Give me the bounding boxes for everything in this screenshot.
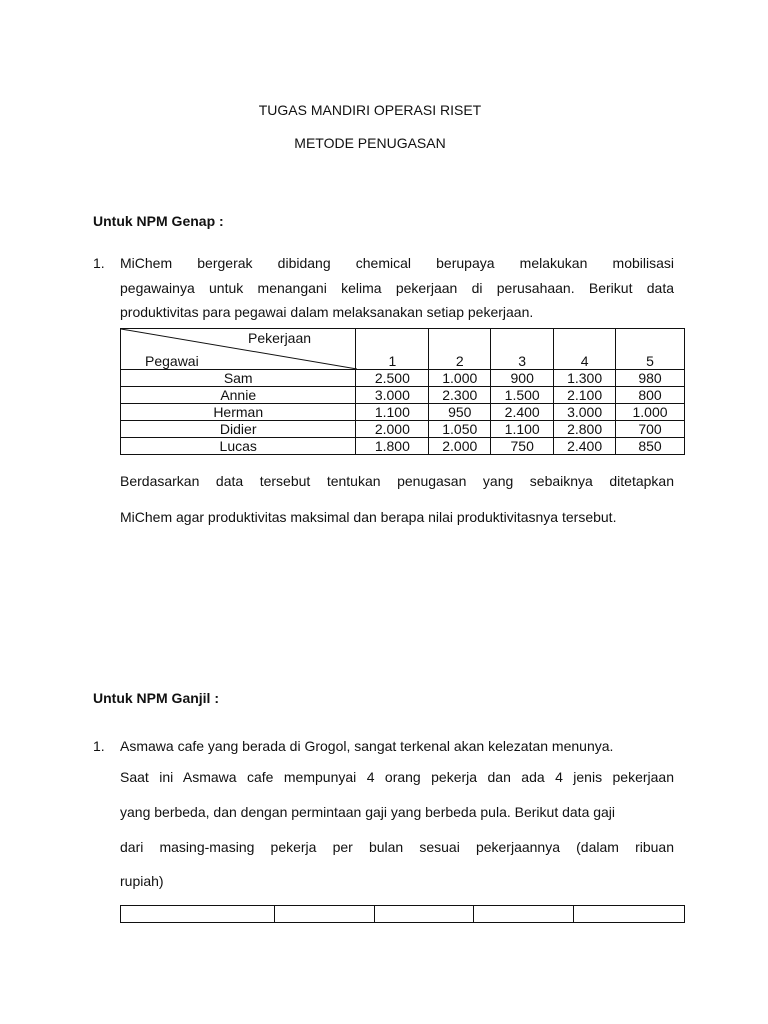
table-cell: 2.000 bbox=[356, 421, 429, 438]
table-cell: 2.800 bbox=[554, 421, 616, 438]
document-subtitle: METODE PENUGASAN bbox=[294, 135, 446, 151]
table-cell: 1.050 bbox=[429, 421, 491, 438]
table-cell: 750 bbox=[491, 438, 554, 455]
paragraph-line: dari masing-masing pekerja per bulan sesuai pekerjaannya (dalam ribuan bbox=[120, 839, 674, 855]
table-row bbox=[121, 438, 685, 455]
paragraph-line: Saat ini Asmawa cafe mempunyai 4 orang pekerja dan ada 4 jenis pekerjaan bbox=[120, 769, 674, 785]
paragraph-line: pegawainya untuk menangani kelima pekerjaan di perusahaan. Berikut data bbox=[120, 280, 674, 296]
table-cell: 1.000 bbox=[616, 404, 685, 421]
employee-name: Sam bbox=[121, 370, 356, 387]
column-header: 5 bbox=[616, 329, 685, 370]
employee-name: Herman bbox=[121, 404, 356, 421]
table-cell: 1.800 bbox=[356, 438, 429, 455]
question-number-genap: 1. bbox=[93, 255, 105, 271]
table-cell bbox=[474, 906, 574, 923]
column-header: 2 bbox=[429, 329, 491, 370]
employee-name: Annie bbox=[121, 387, 356, 404]
column-header: 1 bbox=[356, 329, 429, 370]
paragraph-line: Berdasarkan data tersebut tentukan penugasan yang sebaiknya ditetapkan bbox=[120, 473, 674, 489]
table-row bbox=[121, 387, 685, 404]
column-header: 3 bbox=[491, 329, 554, 370]
table-header-row bbox=[121, 906, 685, 923]
table-row bbox=[121, 404, 685, 421]
table-cell bbox=[574, 906, 685, 923]
table-row bbox=[121, 421, 685, 438]
table-cell: 3.000 bbox=[356, 387, 429, 404]
paragraph-line: yang berbeda, dan dengan permintaan gaji yang berbeda pula. Berikut data gaji bbox=[120, 804, 616, 820]
productivity-table bbox=[120, 328, 685, 455]
table-cell: 1.100 bbox=[356, 404, 429, 421]
question-number-ganjil: 1. bbox=[93, 738, 105, 754]
paragraph-line: produktivitas para pegawai dalam melaksanakan setiap pekerjaan. bbox=[120, 304, 534, 320]
table-cell: 1.500 bbox=[491, 387, 554, 404]
table-cell bbox=[274, 906, 374, 923]
table-cell: 1.300 bbox=[554, 370, 616, 387]
paragraph-line: Asmawa cafe yang berada di Grogol, sangat terkenal akan kelezatan menunya. bbox=[120, 738, 614, 754]
table-row bbox=[121, 370, 685, 387]
document-title: TUGAS MANDIRI OPERASI RISET bbox=[258, 102, 482, 118]
table-cell: 1.000 bbox=[429, 370, 491, 387]
table-cell: 3.000 bbox=[554, 404, 616, 421]
table-cell: 950 bbox=[429, 404, 491, 421]
table-cell: 800 bbox=[616, 387, 685, 404]
section-heading-ganjil: Untuk NPM Ganjil : bbox=[93, 690, 219, 706]
table-cell bbox=[374, 906, 474, 923]
table-cell: 980 bbox=[616, 370, 685, 387]
paragraph-line: rupiah) bbox=[120, 873, 164, 889]
table-cell: 2.100 bbox=[554, 387, 616, 404]
paragraph-line: MiChem agar produktivitas maksimal dan berapa nilai produktivitasnya tersebut. bbox=[120, 509, 617, 525]
header-corner-cell bbox=[121, 329, 356, 370]
table-cell: 700 bbox=[616, 421, 685, 438]
section-heading-genap: Untuk NPM Genap : bbox=[93, 213, 224, 229]
row-header-label: Pegawai bbox=[145, 353, 199, 369]
employee-name: Didier bbox=[121, 421, 356, 438]
salary-table bbox=[120, 905, 685, 923]
employee-name: Lucas bbox=[121, 438, 356, 455]
table-cell: 1.100 bbox=[491, 421, 554, 438]
table-cell: 2.000 bbox=[429, 438, 491, 455]
paragraph-line: MiChem bergerak dibidang chemical berupaya melakukan mobilisasi bbox=[120, 255, 674, 271]
table-cell: 2.400 bbox=[554, 438, 616, 455]
table-cell: 2.500 bbox=[356, 370, 429, 387]
table-cell: 2.400 bbox=[491, 404, 554, 421]
table-cell: 900 bbox=[491, 370, 554, 387]
table-cell bbox=[121, 906, 275, 923]
table-header-row bbox=[121, 329, 685, 370]
column-header-label: Pekerjaan bbox=[248, 330, 312, 346]
table-cell: 850 bbox=[616, 438, 685, 455]
table-cell: 2.300 bbox=[429, 387, 491, 404]
column-header: 4 bbox=[554, 329, 616, 370]
